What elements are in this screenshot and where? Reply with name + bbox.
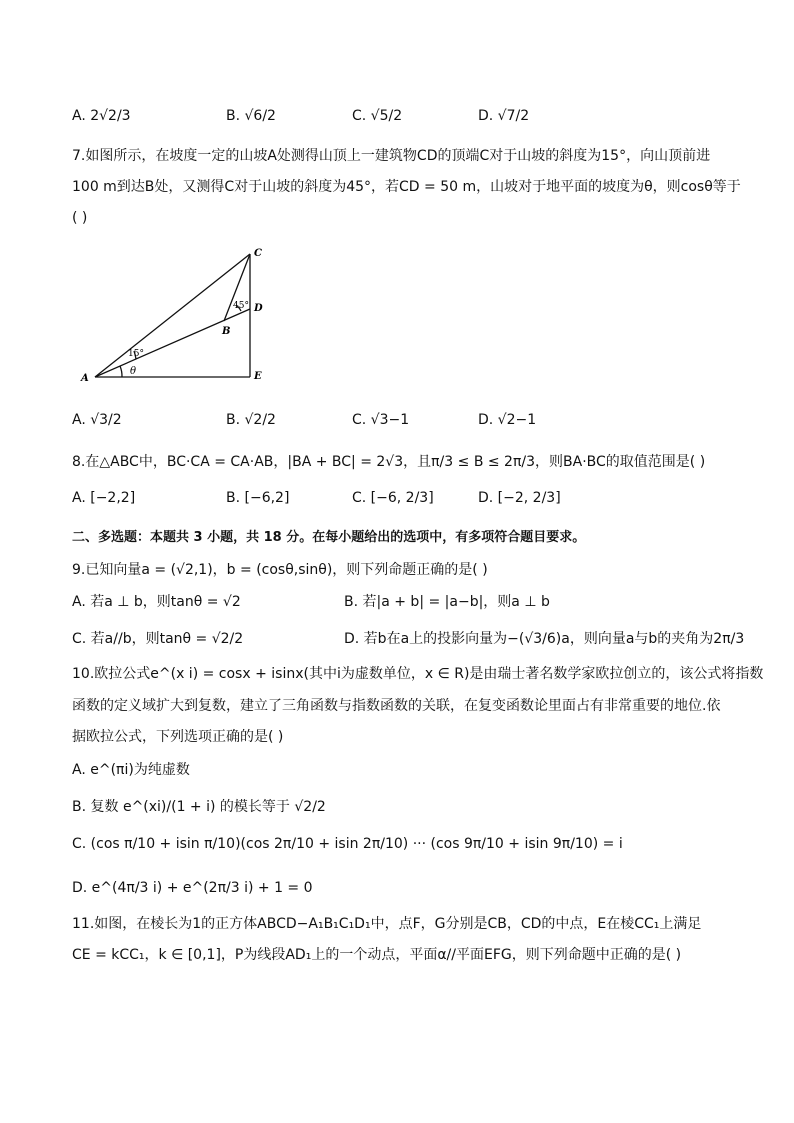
q7-stem-line2: 100 m到达B处，又测得C对于山坡的斜度为45°，若CD = 50 m，山坡对于地平面的坡度为θ，则cosθ等于 (72, 179, 741, 195)
q9-option-a: A. 若a ⊥ b，则tanθ = √2 (72, 594, 241, 610)
q8-option-d: D. [−2, 2/3] (478, 490, 561, 506)
q11-stem-line2: CE = kCC₁，k ∈ [0,1]，P为线段AD₁上的一个动点，平面α//平面EFG，则下列命题中正确的是( ) (72, 947, 682, 963)
q10-option-c: C. (cos π/10 + isin π/10)(cos 2π/10 + isin 2π/10) ··· (cos 9π/10 + isin 9π/10) = i (72, 836, 623, 852)
q10-stem-line2: 函数的定义域扩大到复数，建立了三角函数与指数函数的关联，在复变函数论里面占有非常重要的地位.依 (72, 698, 721, 714)
label-B: B (222, 326, 231, 337)
q7-stem-line3: ( ) (72, 210, 88, 226)
arc-theta (120, 366, 122, 377)
section-multiple-choice-heading: 二、多选题：本题共 3 小题，共 18 分。在每小题给出的选项中，有多项符合题目要求。 (72, 530, 586, 545)
q7-slope-figure (78, 240, 278, 388)
label-C: C (254, 248, 262, 259)
q6-option-b: B. √6/2 (226, 108, 276, 124)
q8-stem: 8.在△ABC中，BC·CA = CA·AB，|BA + BC| = 2√3，且π/3 ≤ B ≤ 2π/3，则BA·BC的取值范围是( ) (72, 454, 706, 470)
q10-option-d: D. e^(4π/3 i) + e^(2π/3 i) + 1 = 0 (72, 880, 313, 896)
label-A: A (81, 373, 89, 384)
label-D: D (254, 303, 263, 314)
q10-option-a: A. e^(πi)为纯虚数 (72, 762, 190, 778)
q7-option-b: B. √2/2 (226, 412, 276, 428)
q7-option-c: C. √3−1 (352, 412, 410, 428)
q7-stem-line1: 7.如图所示，在坡度一定的山坡A处测得山顶上一建筑物CD的顶端C对于山坡的斜度为15°，向山顶前进 (72, 148, 711, 164)
q10-stem-line1: 10.欧拉公式e^(x i) = cosx + isinx(其中i为虚数单位，x ∈ R)是由瑞士著名数学家欧拉创立的，该公式将指数 (72, 666, 764, 682)
q8-option-a: A. [−2,2] (72, 490, 136, 506)
label-angle-15: 15° (128, 349, 144, 359)
q6-option-c: C. √5/2 (352, 108, 403, 124)
q7-option-d: D. √2−1 (478, 412, 537, 428)
q9-option-c: C. 若a//b，则tanθ = √2/2 (72, 631, 244, 647)
q9-option-b: B. 若|a + b| = |a−b|，则a ⊥ b (344, 594, 550, 610)
q8-option-b: B. [−6,2] (226, 490, 290, 506)
q7-option-a: A. √3/2 (72, 412, 122, 428)
q6-option-d: D. √7/2 (478, 108, 530, 124)
line-AD (95, 309, 250, 377)
q11-stem-line1: 11.如图，在棱长为1的正方体ABCD−A₁B₁C₁D₁中，点F，G分别是CB，CD的中点，E在棱CC₁上满足 (72, 916, 702, 932)
q10-stem-line3: 据欧拉公式，下列选项正确的是( ) (72, 729, 284, 745)
q8-option-c: C. [−6, 2/3] (352, 490, 434, 506)
q9-stem: 9.已知向量a = (√2,1)，b = (cosθ,sinθ)，则下列命题正确的是( ) (72, 562, 488, 578)
q6-option-a: A. 2√2/3 (72, 108, 131, 124)
label-angle-45: 45° (233, 301, 249, 311)
q10-option-b: B. 复数 e^(xi)/(1 + i) 的模长等于 √2/2 (72, 799, 326, 815)
q9-option-d: D. 若b在a上的投影向量为−(√3/6)a，则向量a与b的夹角为2π/3 (344, 631, 745, 647)
label-E: E (254, 371, 262, 382)
label-theta: θ (130, 366, 137, 377)
